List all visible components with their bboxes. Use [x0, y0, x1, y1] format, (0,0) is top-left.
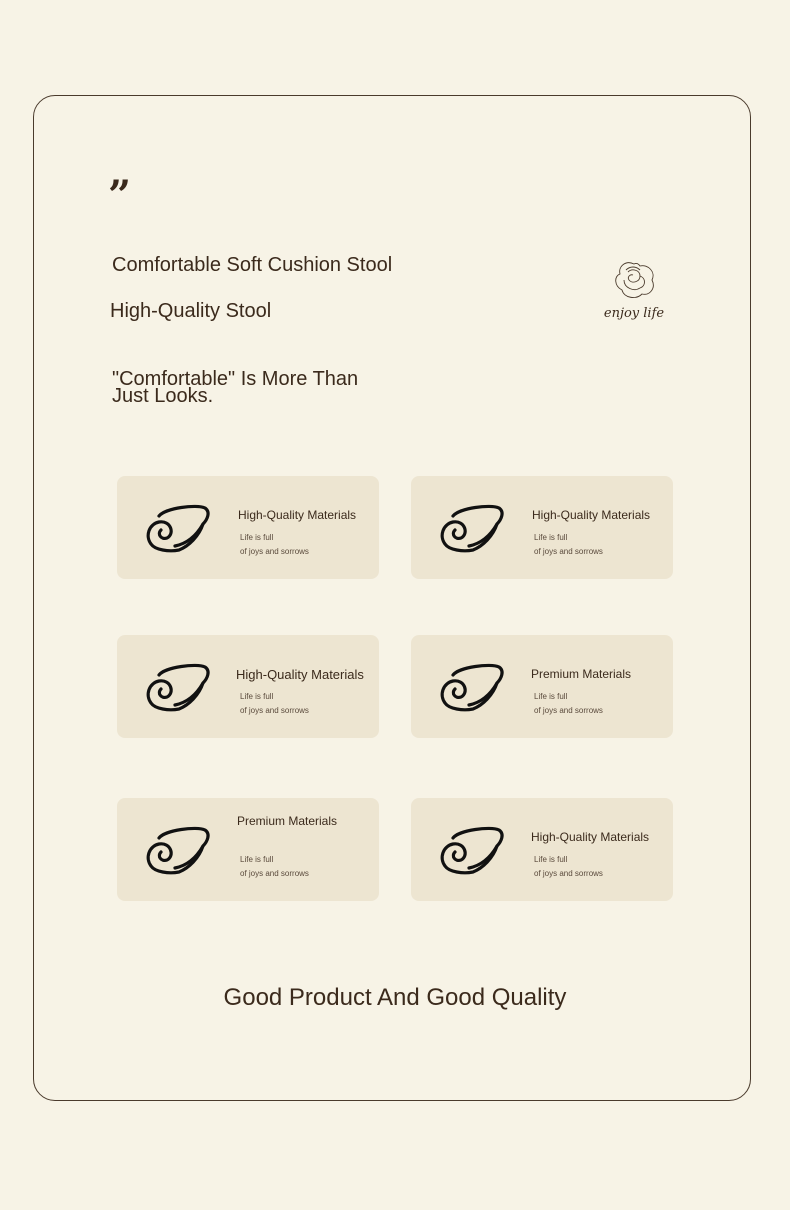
rolled-towel-icon [145, 661, 211, 713]
quote-mark: ” [108, 172, 132, 219]
card-title: High-Quality Materials [236, 667, 364, 682]
rolled-towel-icon [145, 502, 211, 554]
rolled-towel-icon [439, 824, 505, 876]
card-line-1: Life is full [534, 855, 568, 864]
card-line-1: Life is full [240, 533, 274, 542]
rolled-towel-icon [439, 661, 505, 713]
card-line-2: of joys and sorrows [240, 869, 309, 878]
card-line-1: Life is full [240, 692, 274, 701]
card-line-2: of joys and sorrows [534, 869, 603, 878]
feature-card [117, 635, 379, 738]
card-title: Premium Materials [531, 667, 632, 681]
card-line-1: Life is full [534, 533, 568, 542]
card-title: Premium Materials [237, 814, 338, 828]
feature-card [117, 798, 379, 901]
card-title: High-Quality Materials [238, 508, 357, 522]
feature-card [411, 635, 673, 738]
feature-card [411, 476, 673, 579]
tagline: "Comfortable" Is More Than Just Looks. [112, 368, 359, 407]
footer-title: Good Product And Good Quality [223, 984, 567, 1011]
feature-card [117, 476, 379, 579]
rolled-towel-icon [439, 502, 505, 554]
card-line-2: of joys and sorrows [240, 706, 309, 715]
card-title: High-Quality Materials [532, 508, 651, 522]
card-line-1: Life is full [534, 692, 568, 701]
rose-icon [610, 258, 658, 302]
rose-badge [598, 258, 670, 334]
card-title: High-Quality Materials [531, 830, 650, 844]
content-frame [33, 95, 751, 1101]
enjoy-life-text: enjoy life [603, 306, 665, 321]
feature-card [411, 798, 673, 901]
card-line-2: of joys and sorrows [534, 706, 603, 715]
product-title: Comfortable Soft Cushion Stool [112, 254, 393, 276]
product-subtitle: High-Quality Stool [110, 300, 272, 322]
rolled-towel-icon [145, 824, 211, 876]
card-line-2: of joys and sorrows [240, 547, 309, 556]
card-line-2: of joys and sorrows [534, 547, 603, 556]
card-line-1: Life is full [240, 855, 274, 864]
